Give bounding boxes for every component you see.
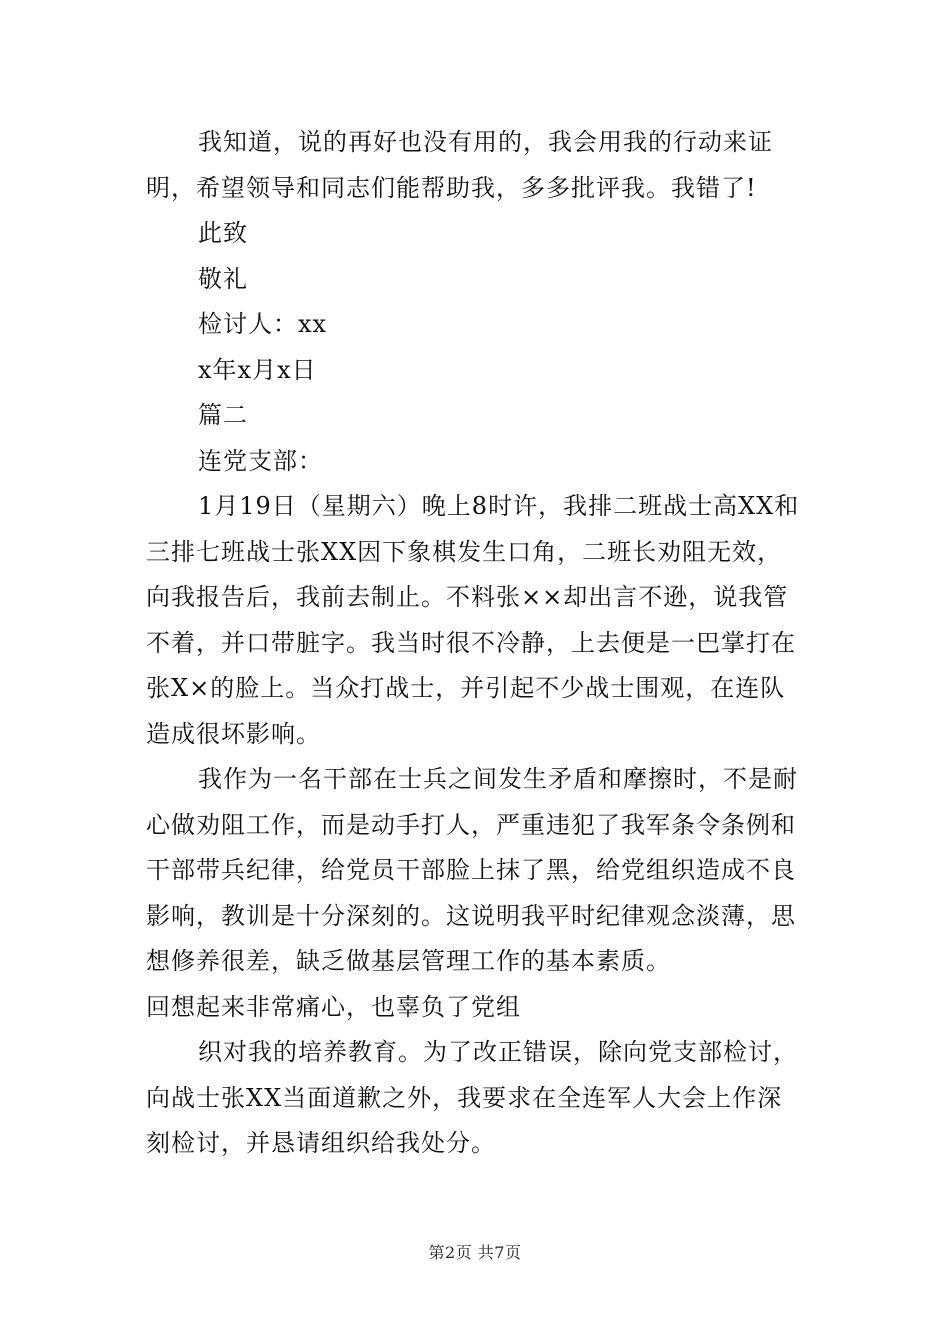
page-number-footer: 第2页 共7页 bbox=[428, 1243, 522, 1262]
paragraph: 织对我的培养教育。为了改正错误，除向党支部检讨，向战士张XX当面道歉之外，我要求在全连军人大会上作深刻检讨，并恳请组织给我处分。 bbox=[146, 1038, 798, 1157]
paragraph: 我作为一名干部在士兵之间发生矛盾和摩擦时，不是耐心做劝阻工作，而是动手打人，严重违犯了我军条令条例和干部带兵纪律，给党员干部脸上抹了黑，给党组织造成不良影响，教训是十分深刻的。这说明我平时纪律观念淡薄，思想修养很差，缺乏做基层管理工作的基本素质。 bbox=[146, 765, 798, 975]
document-body bbox=[146, 120, 806, 1167]
paragraph: x年x月x日 bbox=[198, 355, 317, 384]
paragraph: 敬礼 bbox=[198, 264, 248, 293]
paragraph: 回想起来非常痛心，也辜负了党组 bbox=[146, 992, 521, 1021]
paragraph: 连党支部： bbox=[198, 446, 323, 475]
paragraph: 我知道，说的再好也没有用的，我会用我的行动来证明，希望领导和同志们能帮助我，多多批评我。我错了! bbox=[146, 128, 773, 202]
paragraph: 篇二 bbox=[198, 401, 248, 429]
paragraph: 此致 bbox=[198, 219, 248, 247]
paragraph: 检讨人：xx bbox=[198, 310, 328, 338]
paragraph: 1月19日（星期六）晚上8时许，我排二班战士高XX和三排七班战士张XX因下象棋发生口角，二班长劝阻无效，向我报告后，我前去制止。不料张××却出言不逊，说我管不着，并口带脏字。我当时很不冷静，上去便是一巴掌打在张X×的脸上。当众打战士，并引起不少战士围观，在连队造成很坏影响。 bbox=[146, 492, 800, 748]
